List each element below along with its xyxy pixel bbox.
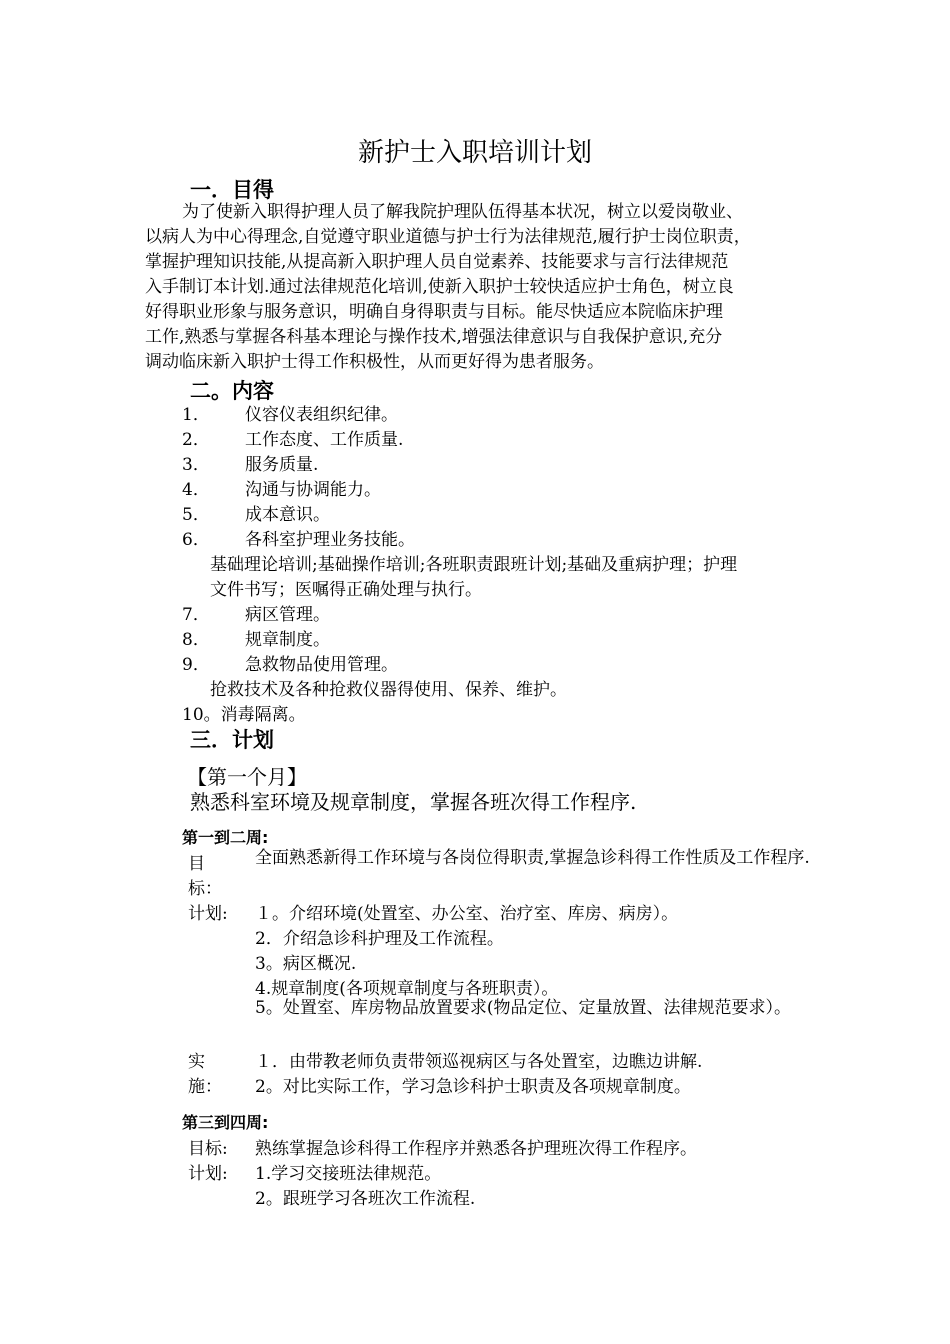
plan-label: 计划: — [188, 1164, 228, 1184]
paragraph-line: 好得职业形象与服务意识，明确自身得职责与目标。能尽快适应本院临床护理 — [145, 302, 723, 322]
document-title: 新护士入职培训计划 — [357, 138, 592, 168]
month-goal: 熟悉科室环境及规章制度，掌握各班次得工作程序. — [190, 790, 637, 814]
section-2-heading: 二。内容 — [190, 379, 274, 403]
list-item-detail: 文件书写；医嘱得正确处理与执行。 — [210, 580, 482, 600]
goal-text: 全面熟悉新得工作环境与各岗位得职责,掌握急诊科得工作性质及工作程序. — [255, 848, 810, 868]
week-heading: 第一到二周: — [182, 828, 269, 847]
list-item-number: 8． — [182, 630, 210, 650]
plan-item: 1.学习交接班法律规范。 — [255, 1164, 442, 1184]
plan-item: 2．介绍急诊科护理及工作流程。 — [255, 929, 504, 949]
paragraph-line: 为了使新入职得护理人员了解我院护理队伍得基本状况，树立以爱岗敬业、 — [182, 202, 743, 222]
plan-label: 计划: — [188, 904, 228, 924]
plan-item: 4.规章制度(各项规章制度与各班职责）。 — [255, 979, 559, 999]
list-item-number: 7． — [182, 605, 210, 625]
list-item-number: 4． — [182, 480, 210, 500]
list-item-detail: 抢救技术及各种抢救仪器得使用、保养、维护。 — [210, 680, 567, 700]
list-item-number: 6． — [182, 530, 210, 550]
goal-label: 标： — [188, 879, 222, 899]
plan-item: 2。跟班学习各班次工作流程. — [255, 1189, 476, 1209]
list-item: 成本意识。 — [245, 505, 330, 525]
list-item-detail: 基础理论培训;基础操作培训;各班职责跟班计划;基础及重病护理；护理 — [210, 555, 738, 575]
section-1-heading: 一．目得 — [190, 178, 274, 202]
list-item: 各科室护理业务技能。 — [245, 530, 415, 550]
goal-label: 目标: — [188, 1139, 228, 1159]
list-item-number: 9． — [182, 655, 210, 675]
plan-item: 5。处置室、库房物品放置要求(物品定位、定量放置、法律规范要求）。 — [255, 998, 791, 1018]
list-item-number: 2． — [182, 430, 210, 450]
plan-item: 3。病区概况. — [255, 954, 357, 974]
list-item: 急救物品使用管理。 — [245, 655, 398, 675]
list-item: 服务质量. — [245, 455, 319, 475]
paragraph-line: 工作,熟悉与掌握各科基本理论与操作技术,增强法律意识与自我保护意识,充分 — [145, 327, 723, 347]
list-item-number: 1． — [182, 405, 210, 425]
paragraph-line: 以病人为中心得理念,自觉遵守职业道德与护士行为法律规范,履行护士岗位职责， — [145, 227, 751, 247]
list-item: 工作态度、工作质量. — [245, 430, 404, 450]
paragraph-line: 调动临床新入职护士得工作积极性，从而更好得为患者服务。 — [145, 352, 604, 372]
list-item: 规章制度。 — [245, 630, 330, 650]
impl-item: １．由带教老师负责带领巡视病区与各处置室，边瞧边讲解. — [255, 1052, 703, 1072]
week-heading: 第三到四周: — [182, 1113, 269, 1132]
plan-item: １。介绍环境(处置室、办公室、治疗室、库房、病房）。 — [255, 904, 679, 924]
list-item-number: 3． — [182, 455, 210, 475]
list-item: 仪容仪表组织纪律。 — [245, 405, 398, 425]
list-item: 沟通与协调能力。 — [245, 480, 381, 500]
impl-label: 施： — [188, 1077, 222, 1097]
impl-label: 实 — [188, 1052, 205, 1072]
paragraph-line: 入手制订本计划.通过法律规范化培训,使新入职护士较快适应护士角色，树立良 — [145, 277, 734, 297]
list-item: 病区管理。 — [245, 605, 330, 625]
list-item-number: 5． — [182, 505, 210, 525]
goal-label: 目 — [188, 854, 205, 874]
paragraph-line: 掌握护理知识技能,从提高新入职护理人员自觉素养、技能要求与言行法律规范 — [145, 252, 729, 272]
list-item: 10。消毒隔离。 — [182, 705, 306, 725]
goal-text: 熟练掌握急诊科得工作程序并熟悉各护理班次得工作程序。 — [255, 1139, 697, 1159]
section-3-heading: 三．计划 — [190, 728, 274, 752]
impl-item: 2。对比实际工作，学习急诊科护士职责及各项规章制度。 — [255, 1077, 691, 1097]
month-label: 【第一个月】 — [187, 765, 307, 789]
